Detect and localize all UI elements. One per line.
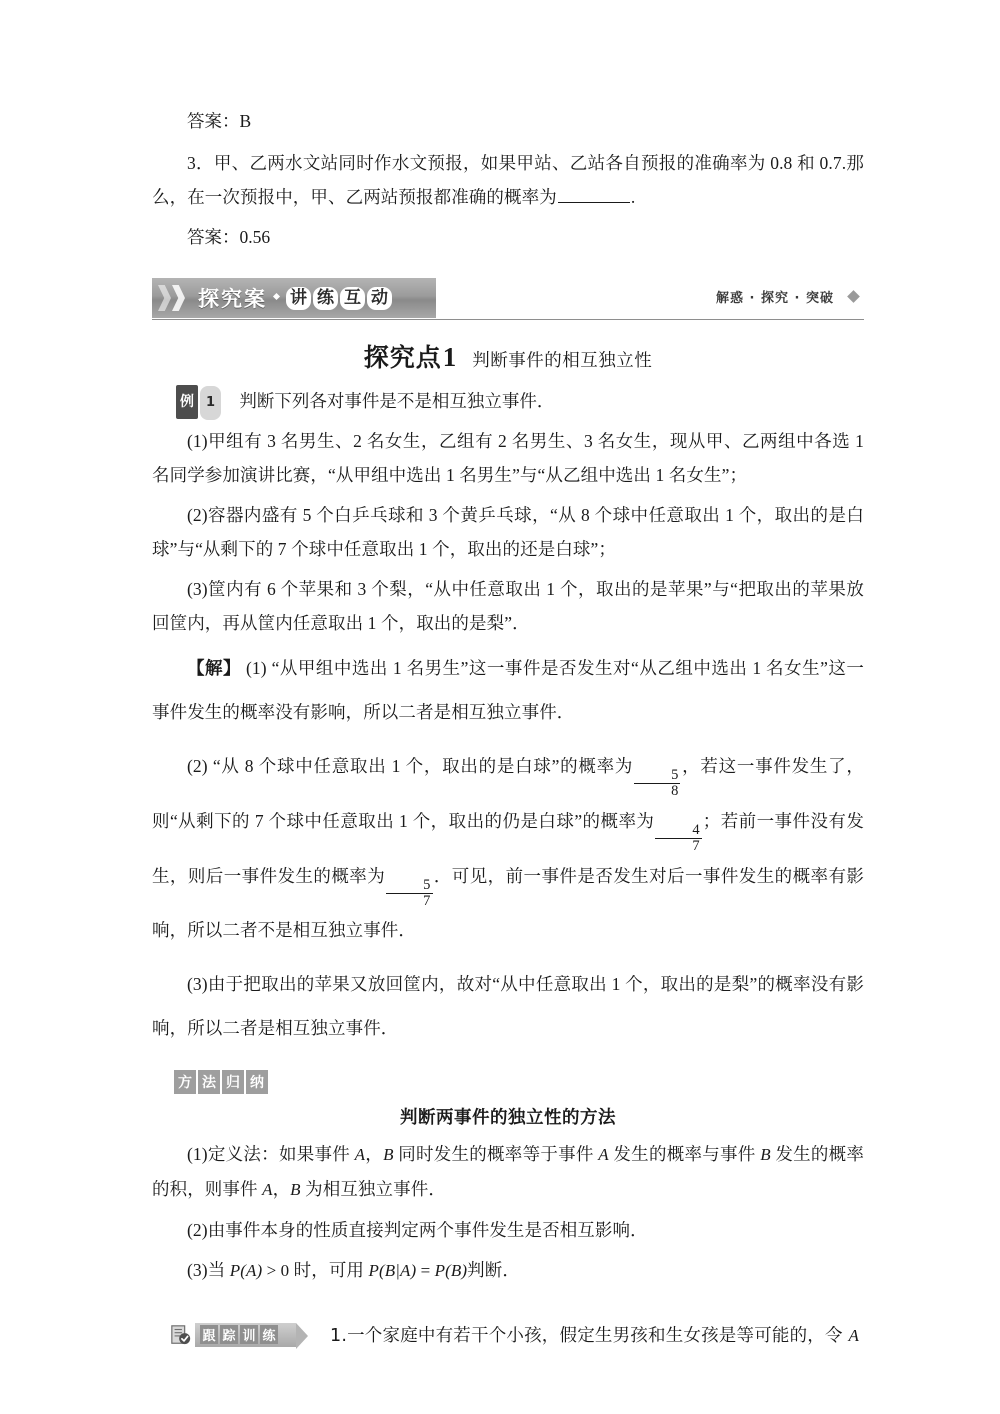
page-content xyxy=(152,104,864,1347)
method-item-3-mid: 时，可用 xyxy=(293,1260,369,1281)
banner-rule xyxy=(152,319,864,321)
banner-separator-diamond xyxy=(273,293,280,300)
banner-chip: 练 xyxy=(313,287,338,310)
example-item: (2)容器内盛有 5 个白乒乓球和 3 个黄乒乓球，“从 8 个球中任意取出 1 个，取出的是白球”与“从剩下的 7 个球中任意取出 1 个，取出的还是白球”； xyxy=(152,505,864,559)
fraction-numerator: 4 xyxy=(692,822,700,839)
method-badge-char: 法 xyxy=(198,1070,220,1094)
banner-chip: 互 xyxy=(340,287,365,310)
answer-b: 答案：B xyxy=(187,111,252,131)
solution-part-1-text: (1) “从甲组中选出 1 名男生”这一事件是否发生对“从乙组中选出 1 名女生”这一事件发生的概率没有影响，所以二者是相互独立事件． xyxy=(152,658,864,722)
math-var-b: B xyxy=(383,1145,394,1165)
solution-part-2-c: ；若前一事件没有发生，则后一事件发生的概率为 xyxy=(152,810,864,886)
example-badge xyxy=(176,384,221,420)
method-badge-char: 纳 xyxy=(246,1070,268,1094)
answer-056: 答案：0.56 xyxy=(187,227,271,247)
method-item-1-mid1: ， xyxy=(365,1144,384,1165)
method-item-3-pre: (3)当 xyxy=(187,1260,230,1281)
method-item-1-post: 为相互独立事件． xyxy=(300,1179,446,1200)
example-item: (1)甲组有 3 名男生、2 名女生，乙组有 2 名男生、3 名女生，现从甲、乙两组中各选 1 名同学参加演讲比赛，“从甲组中选出 1 名男生”与“从乙组中选出 1 名女生”； xyxy=(152,431,864,485)
math-var-a: A xyxy=(598,1145,609,1165)
section-heading xyxy=(152,338,864,374)
practice-badge-char: 训 xyxy=(240,1325,258,1344)
fraction-denominator: 7 xyxy=(386,893,432,909)
solution-part-2-b: ，若这一事件发生了，则“从剩下的 7 个球中任意取出 1 个，取出的仍是白球”的概率为 xyxy=(152,756,865,831)
math-equals: = xyxy=(416,1261,435,1281)
fraction-5-8 xyxy=(634,768,680,799)
question-3 xyxy=(152,146,864,214)
solution-part-2-a: (2) “从 8 个球中任意取出 1 个，取出的是白球”的概率为 xyxy=(187,756,634,776)
section-banner xyxy=(152,278,864,324)
banner-tab xyxy=(152,278,436,318)
method-item-1 xyxy=(152,1137,864,1207)
example-prompt: 判断下列各对事件是不是相互独立事件． xyxy=(239,391,555,411)
section-heading-label: 探究点 xyxy=(363,343,442,372)
math-expr-pba: P(B|A) xyxy=(368,1261,417,1281)
practice-badge xyxy=(195,1323,296,1347)
banner-title: 探究案 xyxy=(198,287,267,311)
method-badge xyxy=(174,1070,864,1094)
document-check-icon xyxy=(170,1324,192,1346)
fraction-numerator: 5 xyxy=(671,767,679,784)
practice-badge-char: 踪 xyxy=(220,1325,238,1344)
solution-part-2 xyxy=(152,744,864,952)
solution-part-1 xyxy=(152,646,864,734)
practice-question xyxy=(330,1322,859,1347)
fraction-numerator: 5 xyxy=(423,876,431,893)
fraction-denominator: 8 xyxy=(634,783,680,799)
question-3-text: 3．甲、乙两水文站同时作水文预报，如果甲站、乙站各自预报的准确率为 0.8 和 0.7.那么，在一次预报中，甲、乙两站预报都准确的概率为 xyxy=(152,153,864,207)
math-var-a: A xyxy=(262,1180,273,1200)
math-var-b: B xyxy=(290,1180,301,1200)
method-title: 判断两事件的独立性的方法 xyxy=(400,1108,616,1129)
math-expr-pa: P(A) xyxy=(229,1261,263,1281)
practice-badge-char: 练 xyxy=(260,1325,278,1344)
example-badge-label: 例 xyxy=(176,385,198,419)
practice-row xyxy=(170,1322,864,1347)
chevron-right-icon xyxy=(158,285,171,311)
method-item-1-mid3: 发生的概率与事件 xyxy=(608,1144,761,1165)
math-var-b: B xyxy=(760,1145,771,1165)
section-heading-number: 1 xyxy=(442,342,457,372)
fraction-denominator: 7 xyxy=(655,838,701,854)
example-badge-number: 1 xyxy=(200,386,221,420)
method-item-2: (2)由事件本身的性质直接判定两个事件发生是否相互影响． xyxy=(187,1220,648,1241)
banner-chip: 动 xyxy=(367,287,392,310)
diamond-icon xyxy=(847,290,860,303)
method-item-3 xyxy=(152,1253,864,1288)
solution-part-2-d: ．可见，前一事件是否发生对后一事件发生的概率有影响，所以二者不是相互独立事件． xyxy=(152,865,864,941)
chevron-right-icon xyxy=(172,285,185,311)
method-item-1-mid5: ， xyxy=(272,1179,291,1200)
math-expr-pb: P(B) xyxy=(434,1261,468,1281)
math-var-a: A xyxy=(354,1145,366,1165)
fraction-5-7 xyxy=(386,878,432,909)
method-item-1-pre: (1)定义法：如果事件 xyxy=(187,1144,355,1165)
fraction-4-7 xyxy=(655,823,701,854)
practice-badge-char: 跟 xyxy=(200,1325,218,1344)
practice-question-text: 1.一个家庭中有若干个小孩，假定生男孩和生女孩是等可能的，令 xyxy=(330,1326,843,1347)
section-subtitle: 判断事件的相互独立性 xyxy=(472,350,653,370)
method-item-1-mid4: 发生的概率的积，则事件 xyxy=(152,1144,864,1200)
method-item-3-post: 判断． xyxy=(467,1260,520,1281)
example-item: (3)筐内有 6 个苹果和 3 个梨，“从中任意取出 1 个，取出的是苹果”与“把取出的苹果放回筐内，再从筐内任意取出 1 个，取出的是梨”． xyxy=(152,579,864,633)
example-prompt-row xyxy=(152,384,864,420)
math-relation: > 0 xyxy=(262,1261,294,1281)
banner-subtitle: 解惑 · 探究 · 突破 xyxy=(716,291,834,306)
method-item-1-mid2: 同时发生的概率等于事件 xyxy=(393,1144,599,1165)
fill-in-blank xyxy=(558,188,630,203)
method-badge-char: 方 xyxy=(174,1070,196,1094)
math-var-a: A xyxy=(848,1326,860,1346)
solution-part-3: (3)由于把取出的苹果又放回筐内，故对“从中任意取出 1 个，取出的是梨”的概率没有影响，所以二者是相互独立事件． xyxy=(152,974,864,1039)
method-badge-char: 归 xyxy=(222,1070,244,1094)
question-3-tail: . xyxy=(630,187,636,207)
banner-chip: 讲 xyxy=(286,287,311,310)
solution-label: 【解】 xyxy=(187,658,242,678)
